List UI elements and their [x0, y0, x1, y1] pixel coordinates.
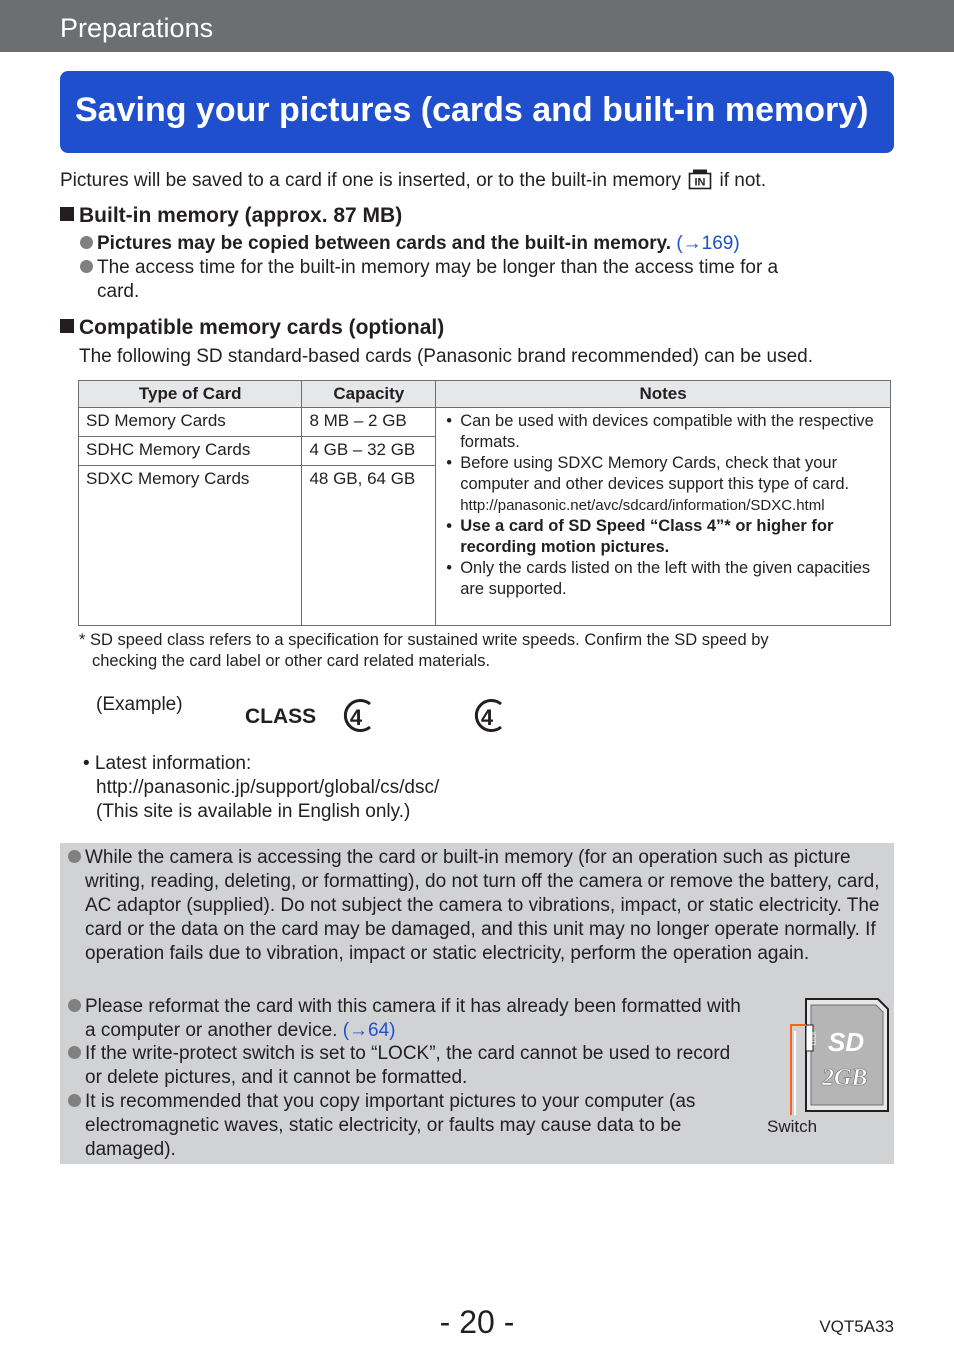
built-in-memory-icon [688, 169, 712, 190]
header-capacity: Capacity [302, 381, 436, 408]
support-url-link[interactable]: http://panasonic.jp/support/global/cs/dsc/ [96, 777, 440, 798]
cell-capacity: 4 GB – 32 GB [302, 437, 436, 466]
bullet-dot-icon [68, 999, 81, 1012]
footnote [79, 630, 769, 672]
intro-before: Pictures will be saved to a card if one is inserted, or to the built-in memory [60, 170, 681, 191]
footnote-line1: * SD speed class refers to a specification for sustained write speeds. Confirm the SD speed by [79, 631, 769, 649]
note-bullet-1 [68, 846, 880, 966]
cell-capacity: 48 GB, 64 GB [302, 466, 436, 626]
sd-class4-symbol-icon [467, 694, 509, 736]
builtin-heading-text: Built-in memory (approx. 87 MB) [79, 204, 403, 227]
page-ref-169-link[interactable]: (→169) [676, 233, 740, 254]
class-logo-text: CLASS [245, 705, 317, 728]
document-code: VQT5A33 [819, 1317, 894, 1336]
title-banner [60, 71, 894, 153]
header-type: Type of Card [79, 381, 302, 408]
card-capacity-text: 2GB [822, 1065, 868, 1091]
latest-info [83, 752, 439, 824]
bullet-dot-icon [80, 236, 93, 249]
notes-box [60, 843, 894, 1164]
page-ref-64-link[interactable]: (→64) [342, 1020, 396, 1041]
bullet-dot-icon [68, 1094, 81, 1107]
compatible-heading-text: Compatible memory cards (optional) [79, 316, 445, 339]
square-bullet-icon [60, 207, 74, 221]
table-header-row [79, 381, 891, 408]
builtin-bullet-2 [80, 256, 778, 304]
latest-line1: • Latest information: [83, 753, 252, 774]
compatible-paragraph: The following SD standard-based cards (Panasonic brand recommended) can be used. [79, 346, 814, 367]
builtin-memory-heading [60, 204, 402, 228]
class-symbol-number: 4 [480, 705, 494, 730]
page-number: - 20 - [439, 1304, 515, 1340]
note-item-bold: • Use a card of SD Speed “Class 4”* or higher for recording motion pictures. [443, 516, 883, 558]
switch-label: Switch [767, 1117, 818, 1136]
compatible-cards-heading [60, 316, 444, 340]
builtin-bullet-2-line1: The access time for the built-in memory may be longer than the access time for a [97, 257, 779, 278]
intro-text [60, 169, 766, 192]
header-notes: Notes [436, 381, 891, 408]
note-2-text: Please reformat the card with this camera if it has already been formatted with a computer or another device. [85, 996, 741, 1041]
note-bullet-2 [68, 995, 748, 1043]
example-label: (Example) [96, 694, 183, 715]
sd-logo-text: SD [828, 1027, 865, 1057]
header-bar [0, 0, 954, 52]
bullet-dot-icon [68, 850, 81, 863]
cell-type: SDHC Memory Cards [79, 437, 302, 466]
page-title: Saving your pictures (cards and built-in memory) [75, 91, 869, 129]
class-logo-number: 4 [349, 705, 363, 730]
bullet-dot-icon [80, 260, 93, 273]
sdxc-url: http://panasonic.net/avc/sdcard/information/SDXC.html [460, 497, 825, 514]
builtin-bullet-2-line2: card. [97, 281, 140, 302]
note-item: • Only the cards listed on the left with the given capacities are supported. [443, 558, 883, 600]
svg-text:IN: IN [694, 176, 706, 189]
note-1-text: While the camera is accessing the card or built-in memory (for an operation such as picture writing, reading, deleting, or formatting), do not turn off the camera or remove the battery, card, AC adaptor (supplied). Do not subject the camera to vibrations, impact, or static electricity. The card or the data on the card may be damaged, and this unit may no longer operate normally. If operation fails due to vibration, impact or static electricity, perform the operation again. [85, 847, 880, 964]
cell-capacity: 8 MB – 2 GB [302, 408, 436, 437]
cell-type: SD Memory Cards [79, 408, 302, 437]
builtin-bullet-1-text: Pictures may be copied between cards and the built-in memory. [97, 233, 672, 254]
footnote-line2: checking the card label or other card related materials. [92, 652, 491, 670]
table-row [79, 408, 891, 437]
card-table [78, 380, 891, 626]
note-bullet-3 [68, 1042, 748, 1090]
lock-text: LOCK [812, 1031, 818, 1045]
builtin-bullet-1 [80, 232, 740, 256]
note-3-text: If the write-protect switch is set to “LOCK”, the card cannot be used to record or delete pictures, and it cannot be formatted. [85, 1043, 731, 1088]
bullet-dot-icon [68, 1046, 81, 1059]
section-title: Preparations [60, 13, 214, 43]
note-bullet-4 [68, 1090, 748, 1162]
sd-class4-logo-icon [244, 694, 376, 736]
latest-line3: (This site is available in English only.) [96, 801, 411, 822]
notes-cell [436, 408, 891, 626]
note-4-text: It is recommended that you copy important pictures to your computer (as electromagnetic waves, static electricity, or faults may cause data to be damaged). [85, 1091, 696, 1160]
square-bullet-icon [60, 319, 74, 333]
cell-type: SDXC Memory Cards [79, 466, 302, 626]
note-item: • Before using SDXC Memory Cards, check that your computer and other devices support this type of card. [443, 453, 883, 495]
sd-card-icon [786, 997, 890, 1115]
intro-after: if not. [719, 170, 766, 191]
note-item: • Can be used with devices compatible with the respective formats. [443, 411, 883, 453]
